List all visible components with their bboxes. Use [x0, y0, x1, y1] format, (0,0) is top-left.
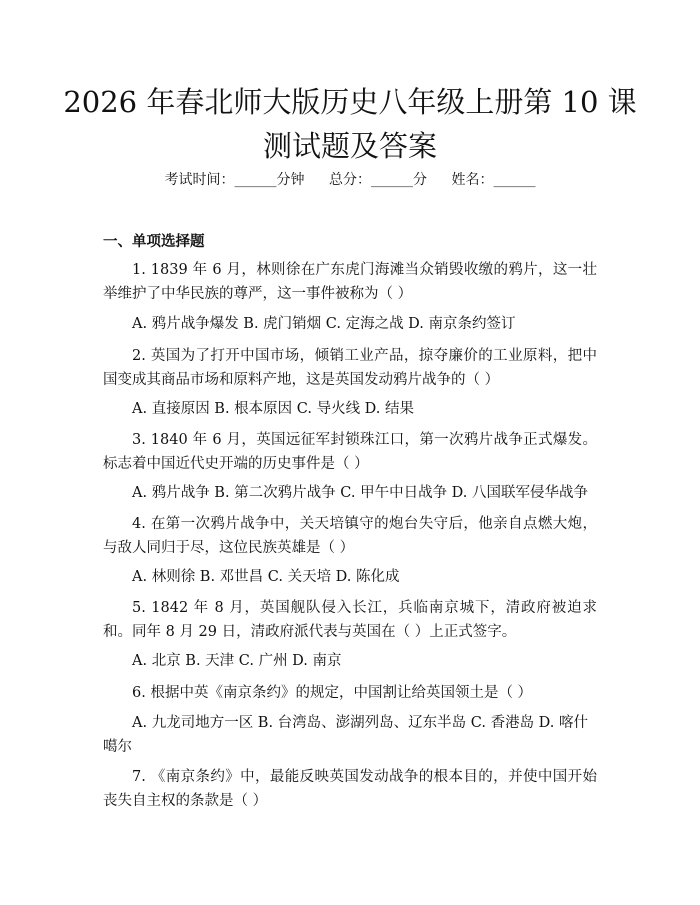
options-3: A. 鸦片战争 B. 第二次鸦片战争 C. 甲午中日战争 D. 八国联军侵华战争 — [132, 485, 589, 501]
question-7: 7. 《南京条约》中，最能反映英国发动战争的根本目的，并使中国开始丧失自主权的条款是（ ） — [103, 769, 597, 809]
options-6: A. 九龙司地方一区 B. 台湾岛、澎湖列岛、辽东半岛 C. 香港岛 D. 喀什噶尔 — [103, 715, 589, 755]
options-5: A. 北京 B. 天津 C. 广州 D. 南京 — [132, 653, 342, 669]
options-2: A. 直接原因 B. 根本原因 C. 导火线 D. 结果 — [132, 401, 415, 417]
title-line-1: 2026 年春北师大版历史八年级上册第 10 课 — [63, 85, 637, 119]
exam-info — [0, 169, 700, 189]
options-4: A. 林则徐 B. 邓世昌 C. 关天培 D. 陈化成 — [132, 569, 400, 585]
question-1: 1. 1839 年 6 月，林则徐在广东虎门海滩当众销毁收缴的鸦片，这一壮举维护了中华民族的尊严，这一事件被称为（ ） — [103, 262, 597, 302]
title-line-2: 测试题及答案 — [262, 129, 437, 163]
options-1: A. 鸦片战争爆发 B. 虎门销烟 C. 定海之战 D. 南京条约签订 — [132, 316, 516, 332]
section-heading: 一、单项选择题 — [103, 234, 205, 250]
exam-time: 考试时间：______分钟 — [164, 172, 305, 188]
question-5: 5. 1842 年 8 月，英国舰队侵入长江，兵临南京城下，清政府被迫求和。同年 8 月 29 日，清政府派代表与英国在（ ）上正式签字。 — [103, 600, 597, 640]
question-3: 3. 1840 年 6 月，英国远征军封锁珠江口，第一次鸦片战争正式爆发。标志着中国近代史开端的历史事件是（ ） — [103, 432, 597, 472]
exam-score: 总分：______分 — [329, 172, 427, 188]
question-4: 4. 在第一次鸦片战争中，关天培镇守的炮台失守后，他亲自点燃大炮，与敌人同归于尽，这位民族英雄是（ ） — [103, 516, 597, 556]
question-6: 6. 根据中英《南京条约》的规定，中国割让给英国领土是（ ） — [132, 685, 533, 701]
question-2: 2. 英国为了打开中国市场，倾销工业产品，掠夺廉价的工业原料，把中国变成其商品市场和原料产地，这是英国发动鸦片战争的（ ） — [103, 348, 597, 388]
exam-name: 姓名：______ — [451, 172, 536, 188]
document-title — [0, 80, 700, 168]
